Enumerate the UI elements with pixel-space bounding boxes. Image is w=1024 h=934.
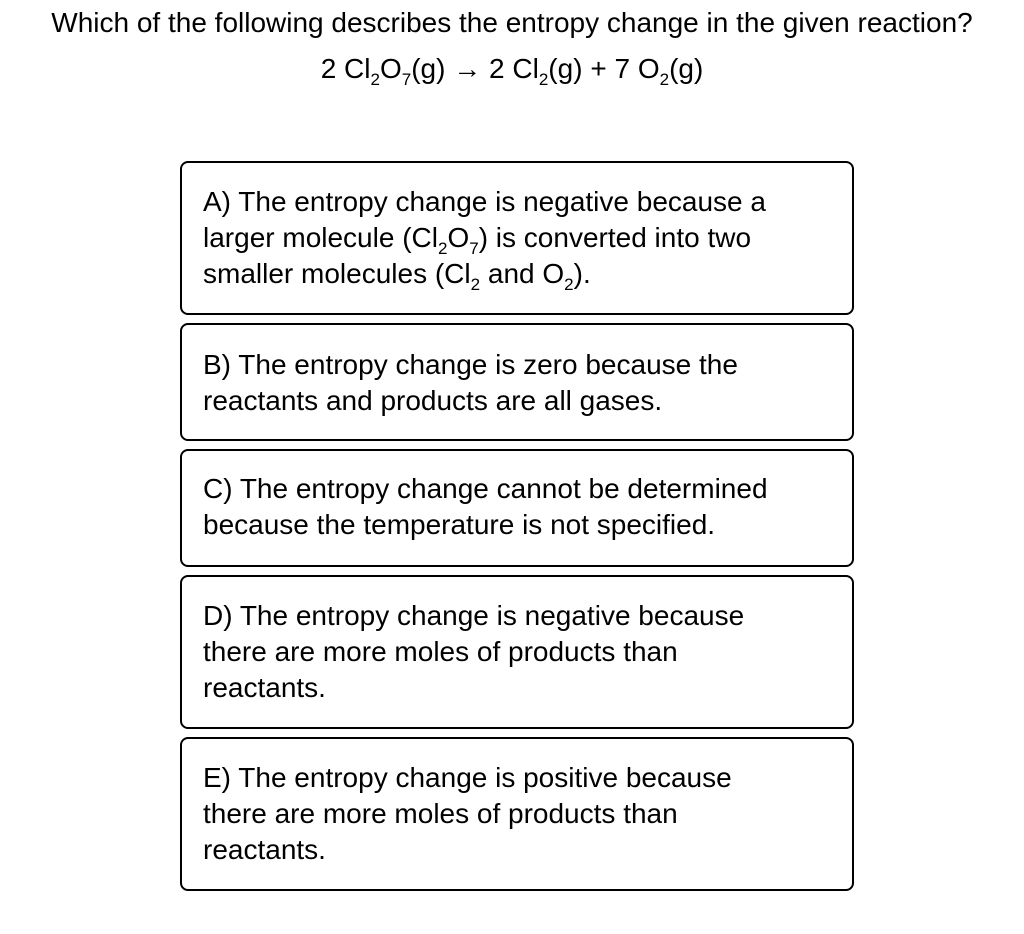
product2-formula: $O_2(g)$ xyxy=(637,53,704,89)
option-b-line-1: B) The entropy change is zero because the xyxy=(203,349,738,380)
reactant-coefficient: 2 xyxy=(320,53,337,84)
reaction-equation xyxy=(0,50,1024,88)
reaction-arrow: → xyxy=(453,53,482,84)
answer-option-b[interactable] xyxy=(180,323,854,441)
option-b-line-2: reactants and products are all gases. xyxy=(203,385,663,416)
answer-option-a[interactable] xyxy=(180,161,854,315)
reactant-formula: $Cl_2O_7(g)$ xyxy=(344,53,446,89)
product1-formula: $Cl_2(g)$ xyxy=(512,53,583,89)
option-e-line-3: reactants. xyxy=(203,834,326,865)
option-e-line-2: there are more moles of products than xyxy=(203,798,678,829)
option-c-line-1: C) The entropy change cannot be determined xyxy=(203,473,768,504)
product1-coefficient: 2 xyxy=(489,53,505,84)
option-a-line-3: smaller molecules ($Cl_2$ and $O_2$). xyxy=(203,258,591,294)
product2-coefficient: 7 xyxy=(614,53,631,84)
plus-sign: + xyxy=(590,53,607,84)
option-c-line-2: because the temperature is not specified. xyxy=(203,509,716,540)
answer-option-c[interactable] xyxy=(180,449,854,567)
question-text: Which of the following describes the entropy change in the given reaction? xyxy=(51,7,973,38)
option-d-line-3: reactants. xyxy=(203,672,326,703)
option-d-line-2: there are more moles of products than xyxy=(203,636,678,667)
option-e-line-1: E) The entropy change is positive because xyxy=(203,762,732,793)
option-d-line-1: D) The entropy change is negative because xyxy=(203,600,745,631)
option-a-line-1: A) The entropy change is negative because a xyxy=(203,186,766,217)
answer-option-e[interactable] xyxy=(180,737,854,891)
option-a-line-2: larger molecule $(Cl_2O_7)$ is converted into two xyxy=(203,222,752,258)
answer-option-d[interactable] xyxy=(180,575,854,729)
